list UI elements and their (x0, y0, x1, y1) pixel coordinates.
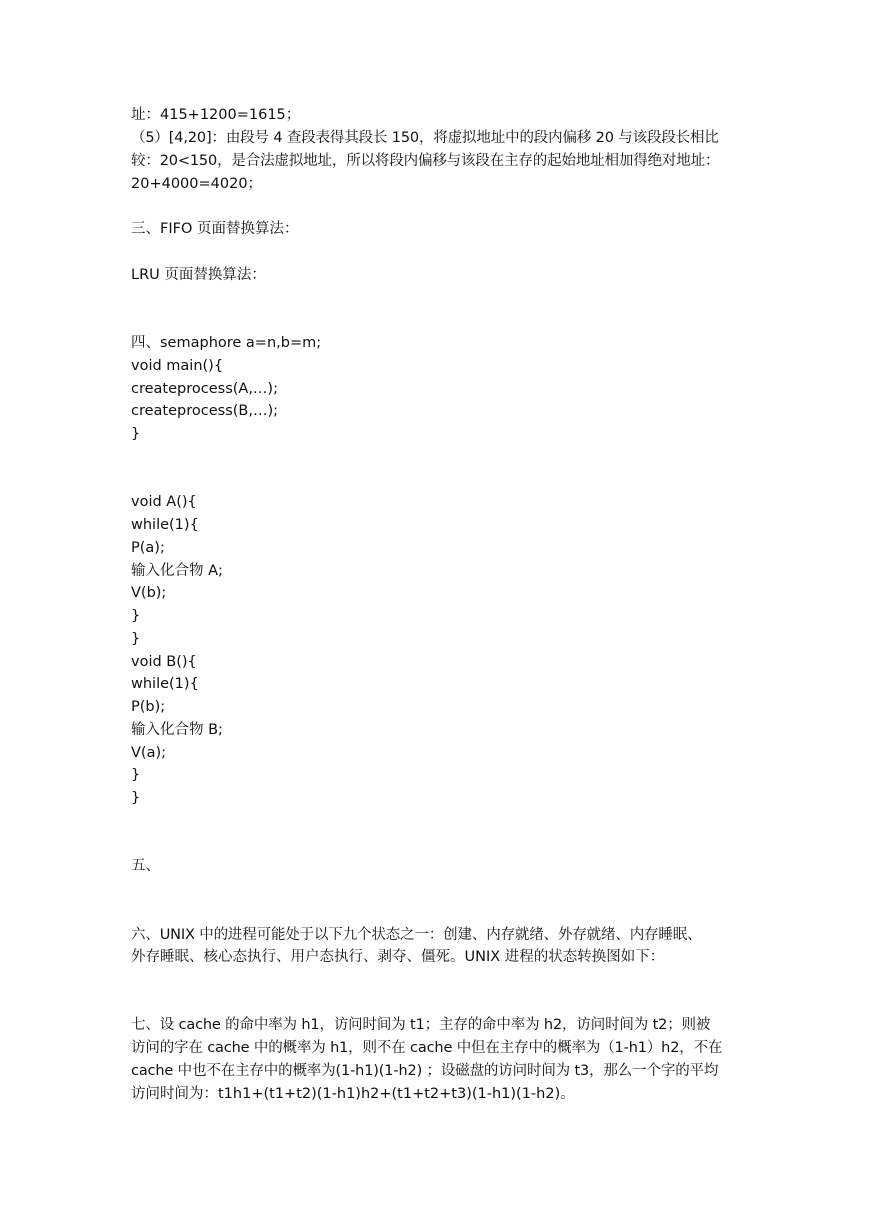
text-line: 址：415+1200=1615； (131, 107, 301, 123)
text-line: （5）[4,20]：由段号 4 查段表得其段长 150，将虚拟地址中的段内偏移 20 与该段段长相比 (131, 130, 719, 146)
code-line: V(a); (131, 745, 167, 761)
text-line: 较：20<150，是合法虚拟地址，所以将段内偏移与该段在主存的起始地址相加得绝对地址： (131, 153, 720, 169)
code-line: void B(){ (131, 654, 197, 670)
code-line: } (131, 426, 141, 442)
code-line: } (131, 631, 141, 647)
code-line: V(b); (131, 585, 167, 601)
code-line: while(1){ (131, 676, 199, 692)
text-line: 20+4000=4020； (131, 176, 263, 192)
text-line: 七、设 cache 的命中率为 h1，访问时间为 t1；主存的命中率为 h2，访问时间为 t2；则被 (131, 1017, 711, 1033)
text-line: cache 中也不在主存中的概率为(1-h1)(1-h2) ；设磁盘的访问时间为 t3，那么一个字的平均 (131, 1063, 719, 1079)
code-line: P(b); (131, 699, 166, 715)
code-line: } (131, 608, 141, 624)
code-line: 输入化合物 B; (131, 722, 223, 738)
section-heading: 三、FIFO 页面替换算法： (131, 221, 299, 237)
code-line: while(1){ (131, 517, 199, 533)
code-line: void A(){ (131, 494, 197, 510)
code-line: 输入化合物 A; (131, 563, 223, 579)
section-heading: LRU 页面替换算法： (131, 267, 266, 283)
code-line: } (131, 790, 141, 806)
section-heading: 五、 (131, 858, 160, 874)
code-line: createprocess(B,…); (131, 403, 279, 419)
text-line: 六、UNIX 中的进程可能处于以下九个状态之一：创建、内存就绪、外存就绪、内存睡眠、 (131, 927, 702, 943)
code-line: P(a); (131, 540, 165, 556)
text-line: 访问的字在 cache 中的概率为 h1，则不在 cache 中但在主存中的概率为（1-h1）h2，不在 (131, 1040, 723, 1056)
code-line: } (131, 767, 141, 783)
section-heading: 四、semaphore a=n,b=m; (131, 335, 322, 351)
text-line: 外存睡眠、核心态执行、用户态执行、剥夺、僵死。UNIX 进程的状态转换图如下： (131, 949, 665, 965)
code-line: createprocess(A,…); (131, 381, 278, 397)
text-line: 访问时间为：t1h1+(t1+t2)(1-h1)h2+(t1+t2+t3)(1-h1)(1-h2)。 (131, 1086, 575, 1102)
code-line: void main(){ (131, 358, 224, 374)
